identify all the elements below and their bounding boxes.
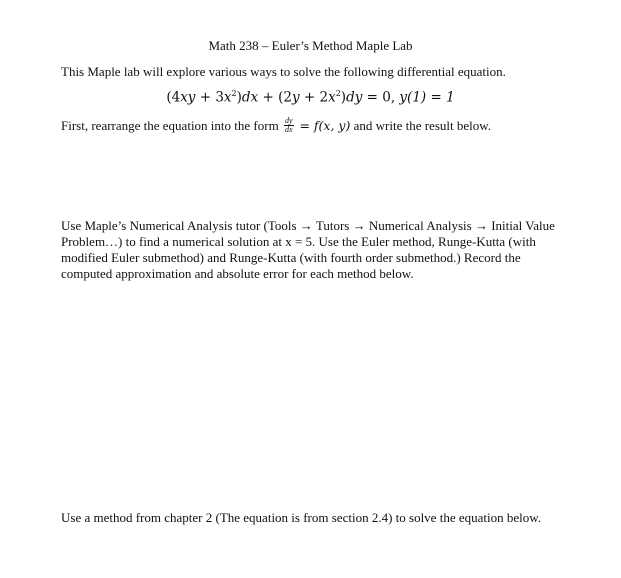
page-title: Math 238 – Euler’s Method Maple Lab — [208, 38, 413, 53]
eq-y: y — [291, 89, 300, 106]
eq-x1: x — [223, 89, 232, 106]
rearrange-after: and write the result below. — [350, 118, 492, 133]
eq-plus-2: + 2 — [299, 89, 329, 106]
eq-open: (4 — [166, 89, 181, 106]
eq-plus-3: + 3 — [195, 89, 224, 106]
eq-dx: dx — [241, 89, 259, 106]
eq-close1: ) — [236, 89, 242, 106]
chapter-paragraph: Use a method from chapter 2 (The equation is from section 2.4) to solve the equation below. — [61, 510, 542, 525]
tutor-paragraph — [61, 218, 561, 282]
eq-xy: xy — [180, 89, 196, 106]
intro-paragraph: This Maple lab will explore various ways to solve the following differential equation. — [61, 64, 506, 79]
tutor-line-4: computed approximation and absolute error for each method below. — [61, 266, 414, 281]
rearrange-before: First, rearrange the equation into the form — [61, 118, 282, 133]
tutor-line-2: Problem…) to find a numerical solution at x = 5. Use the Euler method, Runge-Kutta (with — [61, 234, 536, 249]
eq-x2: x — [328, 89, 336, 106]
rearrange-function: = f(x, y) — [295, 118, 351, 133]
eq-plus-open: + (2 — [258, 89, 292, 106]
fraction-numerator: dy — [284, 115, 293, 125]
eq-equals-zero: = 0, — [362, 89, 400, 106]
eq-exp2: 2 — [335, 89, 341, 98]
rearrange-paragraph — [61, 115, 492, 136]
fraction-denominator: dx — [284, 124, 293, 134]
dy-dx-fraction — [284, 117, 294, 134]
eq-initial-condition: y(1) = 1 — [399, 89, 455, 106]
tutor-line-1: Use Maple’s Numerical Analysis tutor (Tools → Tutors → Numerical Analysis → Initial Value — [61, 218, 555, 233]
eq-close2: ) — [340, 89, 347, 106]
eq-exp1: 2 — [231, 89, 237, 98]
tutor-line-3: modified Euler submethod) and Runge-Kutta (with fourth order submethod.) Record the — [61, 250, 521, 265]
eq-dy: dy — [346, 89, 363, 106]
differential-equation — [0, 89, 621, 106]
